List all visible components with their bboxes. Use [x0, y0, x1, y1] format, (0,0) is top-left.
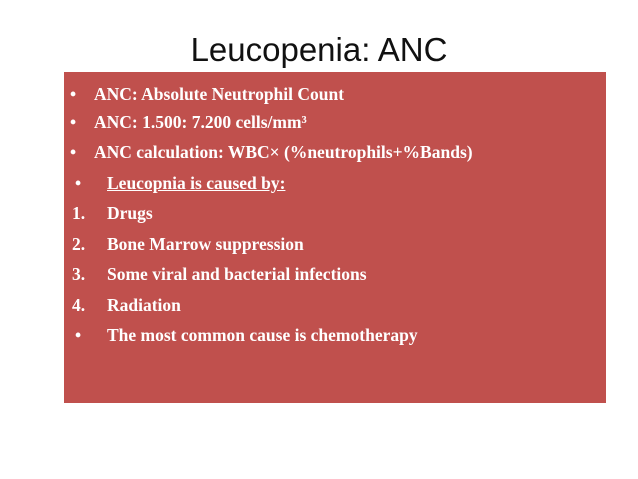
number-marker: 3. — [72, 264, 86, 284]
numbered-text: Bone Marrow suppression — [107, 234, 304, 254]
bullet-text: ANC: Absolute Neutrophil Count — [94, 84, 345, 104]
bullet-marker: • — [70, 112, 77, 132]
bullet-text: ANC: 1.500: 7.200 cells/mm³ — [94, 112, 307, 132]
bullet-marker: • — [75, 173, 82, 193]
number-marker: 4. — [72, 295, 86, 315]
bullet-text: The most common cause is chemotherapy — [107, 325, 418, 345]
numbered-text: Drugs — [107, 203, 153, 223]
number-marker: 1. — [72, 203, 86, 223]
bullet-marker: • — [70, 142, 77, 162]
causes-heading: Leucopnia is caused by: — [107, 173, 286, 193]
bullet-marker: • — [70, 84, 77, 104]
bullet-text: ANC calculation: WBC× (%neutrophils+%Bands) — [94, 142, 473, 162]
content-box — [64, 72, 606, 403]
numbered-text: Radiation — [107, 295, 181, 315]
slide-title: Leucopenia: ANC — [190, 31, 448, 68]
numbered-text: Some viral and bacterial infections — [107, 264, 367, 284]
number-marker: 2. — [72, 234, 86, 254]
bullet-marker: • — [75, 325, 82, 345]
